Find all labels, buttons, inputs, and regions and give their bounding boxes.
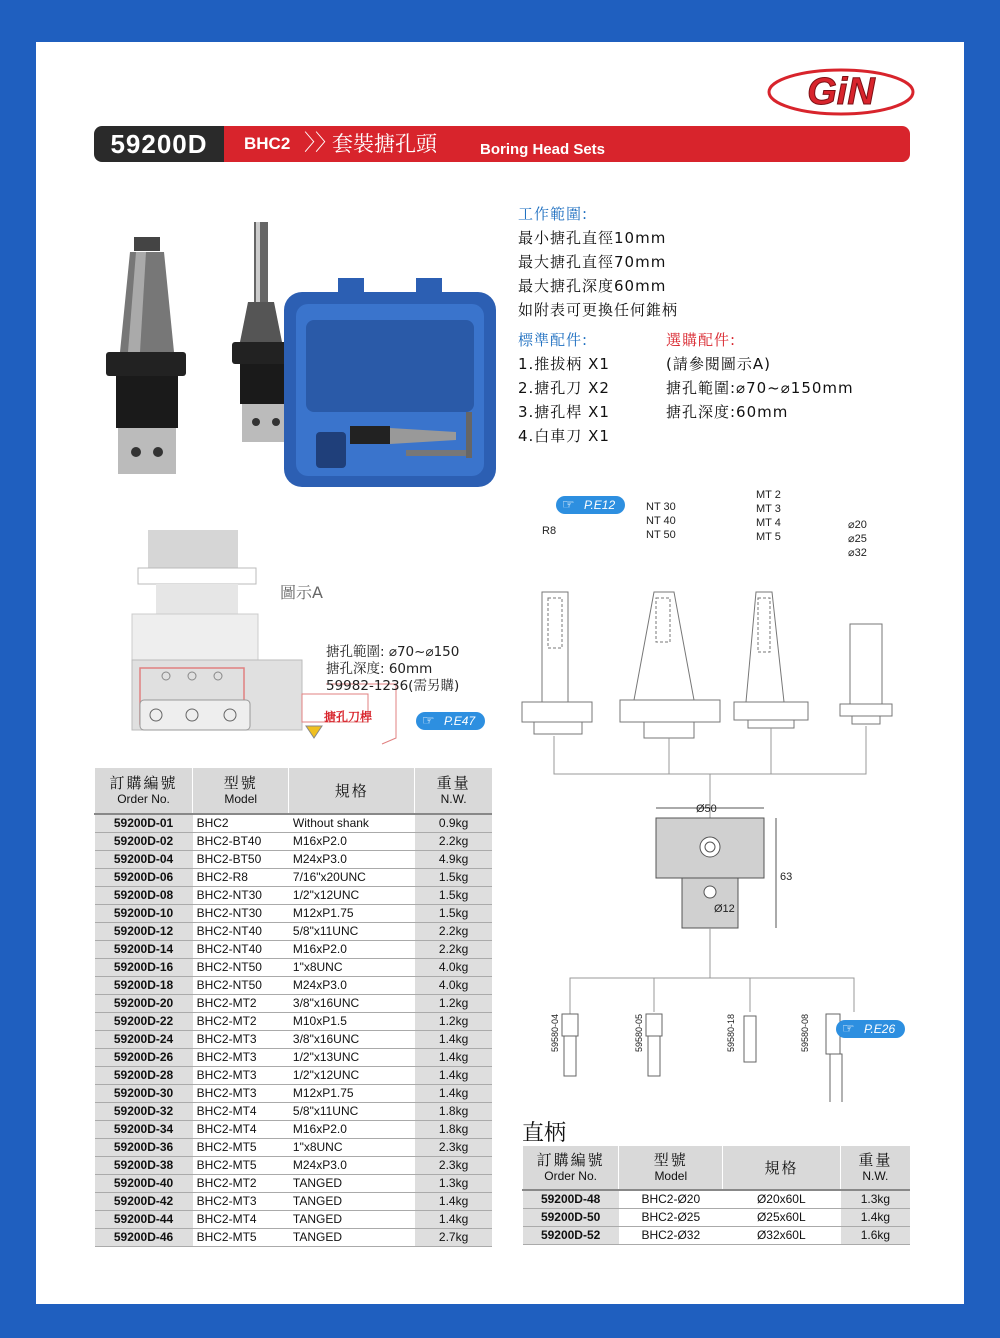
spec-cell: 7/16"x20UNC: [289, 869, 415, 887]
order-no-cell: 59200D-44: [95, 1211, 193, 1229]
product-code: 59200D: [94, 126, 224, 162]
spec-cell: M16xP2.0: [289, 833, 415, 851]
col-header-order: 訂購編號 Order No.: [95, 768, 193, 814]
order-no-cell: 59200D-40: [95, 1175, 193, 1193]
weight-cell: 0.9kg: [415, 814, 492, 833]
weight-cell: 1.4kg: [415, 1031, 492, 1049]
order-no-cell: 59200D-28: [95, 1067, 193, 1085]
table-row: [95, 1067, 493, 1085]
table-row: [95, 941, 493, 959]
col-header-weight: 重量 N.W.: [840, 1146, 910, 1190]
order-no-cell: 59200D-34: [95, 1121, 193, 1139]
boring-bar-label: 搪孔刀桿: [324, 710, 373, 724]
working-range-line: 最小搪孔直徑10mm: [518, 229, 667, 247]
banner-title-zh: 套裝搪孔頭: [332, 132, 437, 156]
shank-labels-straight: [848, 518, 867, 560]
spec-cell: M24xP3.0: [289, 977, 415, 995]
order-no-cell: 59200D-52: [523, 1227, 619, 1245]
technical-drawing: [514, 492, 944, 1102]
dim-height: 63: [780, 871, 793, 883]
order-no-cell: 59200D-32: [95, 1103, 193, 1121]
order-no-cell: 59200D-20: [95, 995, 193, 1013]
order-no-cell: 59200D-02: [95, 833, 193, 851]
banner-title-en: Boring Head Sets: [480, 141, 606, 158]
weight-cell: 1.2kg: [415, 995, 492, 1013]
model-cell: BHC2-NT30: [193, 905, 289, 923]
order-no-cell: 59200D-26: [95, 1049, 193, 1067]
weight-cell: 2.7kg: [415, 1229, 492, 1247]
page-ref-e47[interactable]: ☞ P.E47: [416, 712, 485, 730]
shank-labels-nt: [646, 500, 676, 542]
weight-cell: 2.3kg: [415, 1139, 492, 1157]
order-no-cell: 59200D-24: [95, 1031, 193, 1049]
table-row: [95, 977, 493, 995]
tool-part-no: 59580-18: [726, 1013, 737, 1053]
model-cell: BHC2-NT40: [193, 923, 289, 941]
spec-cell: Ø20x60L: [723, 1190, 840, 1209]
table-row: [95, 1193, 493, 1211]
shank-label: ⌀20: [848, 519, 867, 531]
weight-cell: 1.4kg: [415, 1067, 492, 1085]
order-no-cell: 59200D-06: [95, 869, 193, 887]
chevron-icon: 〉〉: [304, 131, 338, 156]
weight-cell: 1.3kg: [415, 1175, 492, 1193]
weight-cell: 4.9kg: [415, 851, 492, 869]
model-cell: BHC2-BT50: [193, 851, 289, 869]
table-row: [95, 869, 493, 887]
weight-cell: 1.5kg: [415, 887, 492, 905]
model-cell: BHC2-BT40: [193, 833, 289, 851]
spec-cell: 1/2"x12UNC: [289, 887, 415, 905]
optional-item: 搪孔深度:60mm: [666, 403, 789, 421]
shank-label: NT 50: [646, 529, 676, 541]
weight-cell: 2.2kg: [415, 923, 492, 941]
shank-label: NT 30: [646, 501, 676, 513]
standard-item: 2.搪孔刀 X2: [518, 379, 610, 397]
shank-label: ⌀25: [848, 533, 867, 545]
spec-cell: Ø32x60L: [723, 1227, 840, 1245]
shank-label-r8: R8: [542, 525, 557, 537]
shank-label: ⌀32: [848, 547, 867, 559]
weight-cell: 1.3kg: [840, 1190, 910, 1209]
order-no-cell: 59200D-10: [95, 905, 193, 923]
specs-block: [518, 202, 854, 450]
tool-part-no: 59580-08: [800, 1013, 811, 1053]
spec-cell: Ø25x60L: [723, 1209, 840, 1227]
order-no-cell: 59200D-14: [95, 941, 193, 959]
tool-part-no: 59580-04: [550, 1013, 561, 1053]
optional-item: 搪孔範圍:⌀70~⌀150mm: [666, 379, 854, 397]
table-row: [95, 959, 493, 977]
title-banner: [94, 126, 910, 162]
model-cell: BHC2-NT40: [193, 941, 289, 959]
col-header-spec: 規格: [289, 768, 415, 814]
order-no-cell: 59200D-46: [95, 1229, 193, 1247]
weight-cell: 2.2kg: [415, 833, 492, 851]
table-row: [95, 995, 493, 1013]
model-cell: BHC2-MT3: [193, 1085, 289, 1103]
table-row: [95, 923, 493, 941]
standard-item: 1.推拔柄 X1: [518, 355, 610, 373]
order-no-cell: 59200D-12: [95, 923, 193, 941]
table-row: [95, 1031, 493, 1049]
order-no-cell: 59200D-30: [95, 1085, 193, 1103]
weight-cell: 2.3kg: [415, 1157, 492, 1175]
order-no-cell: 59200D-48: [523, 1190, 619, 1209]
table-row: [523, 1227, 911, 1245]
table-row: [95, 833, 493, 851]
table-row: [95, 1049, 493, 1067]
svg-text:GiN: GiN: [807, 71, 875, 113]
col-header-order: 訂購編號 Order No.: [523, 1146, 619, 1190]
model-cell: BHC2: [193, 814, 289, 833]
spec-cell: TANGED: [289, 1211, 415, 1229]
spec-cell: TANGED: [289, 1175, 415, 1193]
spec-cell: 3/8"x16UNC: [289, 1031, 415, 1049]
shank-label: MT 4: [756, 517, 781, 529]
model-cell: BHC2-MT4: [193, 1103, 289, 1121]
order-no-cell: 59200D-42: [95, 1193, 193, 1211]
col-header-weight: 重量 N.W.: [415, 768, 492, 814]
spec-cell: TANGED: [289, 1229, 415, 1247]
weight-cell: 1.4kg: [415, 1193, 492, 1211]
col-header-model: 型號 Model: [619, 1146, 723, 1190]
table-row: [95, 1157, 493, 1175]
col-header-model: 型號 Model: [193, 768, 289, 814]
table-row: [95, 1085, 493, 1103]
page-ref-e26[interactable]: ☞ P.E26: [836, 1020, 905, 1038]
model-cell: BHC2-NT30: [193, 887, 289, 905]
working-range-title: 工作範圍:: [518, 205, 589, 223]
shank-label: MT 2: [756, 489, 781, 501]
straight-order-table: [522, 1146, 910, 1245]
model-cell: BHC2-Ø25: [619, 1209, 723, 1227]
working-range-line: 最大搪孔直徑70mm: [518, 253, 667, 271]
figure-a-label: 圖示A: [280, 583, 323, 602]
page-ref-e12[interactable]: ☞ P.E12: [556, 496, 625, 514]
straight-shank-title: 直柄: [522, 1121, 567, 1146]
spec-cell: 1/2"x13UNC: [289, 1049, 415, 1067]
banner-model: BHC2: [244, 134, 291, 153]
callout-line: 59982-1236(需另購): [326, 678, 460, 694]
spec-cell: M10xP1.5: [289, 1013, 415, 1031]
brand-logo: [766, 62, 916, 118]
spec-cell: M16xP2.0: [289, 941, 415, 959]
order-no-cell: 59200D-08: [95, 887, 193, 905]
callout-line: 搪孔深度: 60mm: [326, 661, 433, 677]
working-range-line: 如附表可更換任何錐柄: [518, 301, 679, 319]
weight-cell: 1.5kg: [415, 869, 492, 887]
order-no-cell: 59200D-04: [95, 851, 193, 869]
shank-label: NT 40: [646, 515, 676, 527]
model-cell: BHC2-MT5: [193, 1157, 289, 1175]
table-row: [95, 1229, 493, 1247]
carrying-case-photo: [284, 278, 496, 487]
weight-cell: 1.5kg: [415, 905, 492, 923]
model-cell: BHC2-NT50: [193, 959, 289, 977]
catalog-page: [36, 42, 964, 1304]
weight-cell: 1.8kg: [415, 1121, 492, 1139]
order-no-cell: 59200D-38: [95, 1157, 193, 1175]
table-row: [523, 1190, 911, 1209]
table-row: [95, 1013, 493, 1031]
model-cell: BHC2-MT4: [193, 1211, 289, 1229]
table-row: [95, 887, 493, 905]
shank-labels-mt: [756, 488, 781, 544]
weight-cell: 1.8kg: [415, 1103, 492, 1121]
spec-cell: 5/8"x11UNC: [289, 923, 415, 941]
table-row: [95, 905, 493, 923]
dim-width: Ø50: [696, 803, 717, 815]
table-row: [95, 1175, 493, 1193]
weight-cell: 2.2kg: [415, 941, 492, 959]
col-header-spec: 規格: [723, 1146, 840, 1190]
spec-cell: 1/2"x12UNC: [289, 1067, 415, 1085]
model-cell: BHC2-MT4: [193, 1121, 289, 1139]
table-row: [95, 1211, 493, 1229]
working-range-line: 最大搪孔深度60mm: [518, 277, 667, 295]
order-no-cell: 59200D-16: [95, 959, 193, 977]
product-photos: [106, 212, 506, 502]
order-no-cell: 59200D-22: [95, 1013, 193, 1031]
optional-accessories-title: 選購配件:: [666, 331, 737, 349]
order-no-cell: 59200D-36: [95, 1139, 193, 1157]
figure-a-callout: [326, 644, 459, 695]
weight-cell: 1.4kg: [415, 1211, 492, 1229]
weight-cell: 1.4kg: [415, 1085, 492, 1103]
standard-item: 4.白車刀 X1: [518, 427, 610, 445]
model-cell: BHC2-R8: [193, 869, 289, 887]
spec-cell: M12xP1.75: [289, 905, 415, 923]
spec-cell: 5/8"x11UNC: [289, 1103, 415, 1121]
spec-cell: 1"x8UNC: [289, 1139, 415, 1157]
order-no-cell: 59200D-01: [95, 814, 193, 833]
spec-cell: 3/8"x16UNC: [289, 995, 415, 1013]
model-cell: BHC2-MT2: [193, 995, 289, 1013]
model-cell: BHC2-Ø32: [619, 1227, 723, 1245]
weight-cell: 1.6kg: [840, 1227, 910, 1245]
model-cell: BHC2-NT50: [193, 977, 289, 995]
order-no-cell: 59200D-18: [95, 977, 193, 995]
model-cell: BHC2-MT3: [193, 1193, 289, 1211]
spec-cell: 1"x8UNC: [289, 959, 415, 977]
model-cell: BHC2-MT5: [193, 1229, 289, 1247]
model-cell: BHC2-Ø20: [619, 1190, 723, 1209]
shank-label: MT 3: [756, 503, 781, 515]
spec-cell: M12xP1.75: [289, 1085, 415, 1103]
table-row: [95, 851, 493, 869]
model-cell: BHC2-MT3: [193, 1049, 289, 1067]
callout-line: 搪孔範圍: ⌀70~⌀150: [326, 644, 460, 660]
weight-cell: 4.0kg: [415, 977, 492, 995]
spec-cell: M24xP3.0: [289, 1157, 415, 1175]
standard-item: 3.搪孔桿 X1: [518, 403, 610, 421]
boring-head-nt-photo: [106, 237, 186, 474]
model-cell: BHC2-MT2: [193, 1013, 289, 1031]
table-row: [95, 814, 493, 833]
weight-cell: 1.2kg: [415, 1013, 492, 1031]
shank-label: MT 5: [756, 531, 781, 543]
dim-bore: Ø12: [714, 903, 735, 915]
table-row: [523, 1209, 911, 1227]
spec-cell: TANGED: [289, 1193, 415, 1211]
model-cell: BHC2-MT2: [193, 1175, 289, 1193]
spec-cell: M16xP2.0: [289, 1121, 415, 1139]
table-row: [95, 1139, 493, 1157]
weight-cell: 4.0kg: [415, 959, 492, 977]
order-no-cell: 59200D-50: [523, 1209, 619, 1227]
weight-cell: 1.4kg: [840, 1209, 910, 1227]
weight-cell: 1.4kg: [415, 1049, 492, 1067]
spec-cell: Without shank: [289, 814, 415, 833]
model-cell: BHC2-MT3: [193, 1031, 289, 1049]
tool-part-no: 59580-05: [634, 1013, 645, 1053]
main-order-table: [94, 768, 492, 1247]
spec-cell: M24xP3.0: [289, 851, 415, 869]
optional-item: (請參閱圖示A): [666, 355, 771, 373]
table-row: [95, 1121, 493, 1139]
model-cell: BHC2-MT3: [193, 1067, 289, 1085]
table-row: [95, 1103, 493, 1121]
standard-accessories-title: 標準配件:: [518, 331, 589, 349]
model-cell: BHC2-MT5: [193, 1139, 289, 1157]
